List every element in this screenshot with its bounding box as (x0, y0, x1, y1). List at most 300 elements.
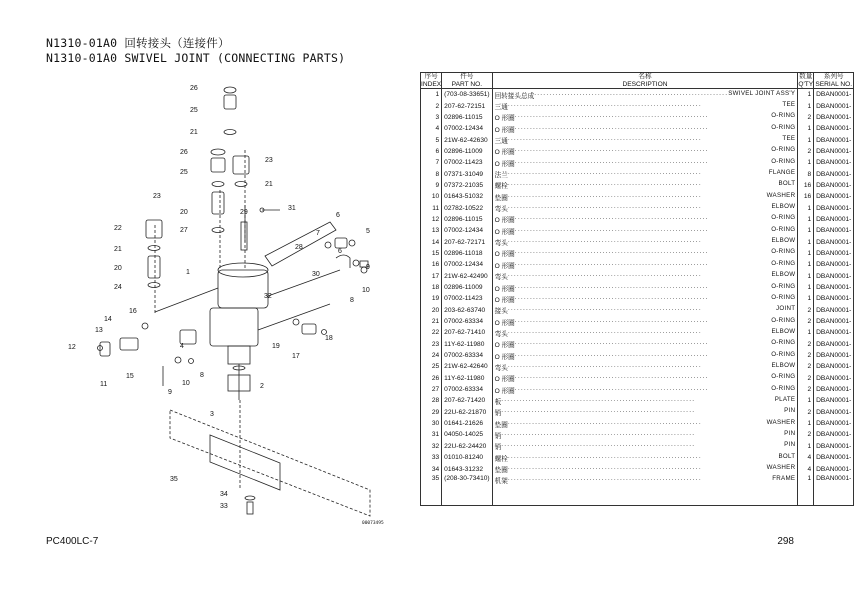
col-part-no-header: 件号 PART NO. (442, 73, 492, 89)
page-number: 298 (777, 536, 794, 547)
callout-22: 22 (114, 225, 122, 232)
callout-1: 1 (186, 269, 190, 276)
cell-part-no: 207-62-71410 (442, 327, 492, 338)
description-english: O-RING (771, 373, 796, 381)
leader-dots: ................................................................ (507, 180, 702, 188)
callout-26b: 26 (180, 149, 188, 156)
description-english: O-RING (771, 123, 796, 131)
cell-index: 7 (421, 157, 442, 168)
cell-serial: DBAN0001- (814, 339, 854, 350)
cell-description (492, 407, 798, 418)
description-chinese: O 形圈 (494, 251, 515, 259)
leader-dots: ................................................................ (507, 271, 702, 279)
cell-index: 17 (421, 271, 442, 282)
callout-3: 3 (210, 411, 214, 418)
swivel-joint-neck (228, 346, 250, 364)
description-chinese: 弯头 (494, 330, 508, 338)
cell-description (492, 429, 798, 440)
description-english: ELBOW (771, 203, 796, 211)
cell-description (492, 168, 798, 179)
cell-index: 27 (421, 384, 442, 395)
callout-2: 2 (260, 383, 264, 390)
cell-index: 22 (421, 327, 442, 338)
cell-qty: 1 (798, 157, 814, 168)
callout-23b: 23 (153, 193, 161, 200)
description-chinese: O 形圈 (494, 353, 515, 361)
cell-index: 29 (421, 407, 442, 418)
parts-list-table (420, 72, 854, 506)
leader-dots: ................................................................ (514, 146, 709, 154)
cell-description (492, 180, 798, 191)
leader-dots: ................................................................ (514, 259, 709, 267)
callout-28: 28 (295, 244, 303, 251)
leader-dots: ................................................................ (514, 384, 709, 392)
cell-index: 24 (421, 350, 442, 361)
col-description-header: 名称 DESCRIPTION (492, 73, 798, 89)
table-row (421, 316, 854, 327)
cell-serial: DBAN0001- (814, 146, 854, 157)
description-chinese: 机架 (494, 477, 508, 485)
leader-dots: ................................................................ (507, 327, 702, 335)
callout-30: 30 (312, 271, 320, 278)
cell-part-no: 07002-11423 (442, 157, 492, 168)
title-english: N1310-01A0 SWIVEL JOINT (CONNECTING PARTS) (46, 51, 346, 65)
cell-description (492, 293, 798, 304)
cell-serial: DBAN0001- (814, 123, 854, 134)
description-english: PIN (784, 441, 796, 449)
cell-part-no: (703-08-33651) (442, 89, 492, 101)
description-english: FRAME (772, 474, 796, 482)
cell-serial: DBAN0001- (814, 259, 854, 270)
leader-dots: ................................................................ (534, 89, 729, 97)
table-row (421, 282, 854, 293)
cell-description (492, 452, 798, 463)
cell-index: 6 (421, 146, 442, 157)
leader-dots: ................................................................ (507, 169, 702, 177)
description-english: O-RING (771, 259, 796, 267)
cell-serial: DBAN0001- (814, 418, 854, 429)
cell-part-no: 203-62-63740 (442, 305, 492, 316)
cell-part-no: 22U-62-21870 (442, 407, 492, 418)
cell-part-no: 01641-21626 (442, 418, 492, 429)
description-english: BOLT (778, 452, 796, 460)
exploded-parts-diagram (40, 70, 410, 530)
leader-dots: ................................................................ (507, 418, 702, 426)
table-row (421, 248, 854, 259)
leader-dots: ................................................................ (501, 407, 696, 415)
callout-9: 9 (366, 264, 370, 271)
cell-index: 21 (421, 316, 442, 327)
leader-dots: ................................................................ (507, 101, 702, 109)
callout-25: 25 (190, 107, 198, 114)
description-english: TEE (782, 101, 796, 109)
cell-part-no: 01010-81240 (442, 452, 492, 463)
description-english: ELBOW (771, 361, 796, 369)
description-chinese: O 形圈 (494, 285, 515, 293)
description-chinese: 板 (494, 398, 502, 406)
cell-description (492, 282, 798, 293)
description-chinese: 法兰 (494, 172, 508, 180)
cell-qty: 2 (798, 339, 814, 350)
description-english: ELBOW (771, 271, 796, 279)
cell-qty: 1 (798, 282, 814, 293)
leader-dots: ................................................................ (507, 305, 702, 313)
cell-serial: DBAN0001- (814, 202, 854, 213)
callout-32: 32 (264, 293, 272, 300)
description-chinese: O 形圈 (494, 160, 515, 168)
cell-serial: DBAN0001- (814, 452, 854, 463)
cell-index: 11 (421, 202, 442, 213)
cell-part-no: 02896-11015 (442, 112, 492, 123)
cell-serial: DBAN0001- (814, 463, 854, 474)
leader-dots: ................................................................ (507, 135, 702, 143)
table-row (421, 134, 854, 145)
cell-description (492, 339, 798, 350)
callout-18: 18 (325, 335, 333, 342)
cell-index: 16 (421, 259, 442, 270)
cell-part-no: 07002-12434 (442, 123, 492, 134)
cell-part-no: 11Y-62-11980 (442, 373, 492, 384)
description-chinese: 弯头 (494, 240, 508, 248)
description-english: O-RING (771, 214, 796, 222)
cell-part-no: 07371-31049 (442, 168, 492, 179)
cell-description (492, 100, 798, 111)
cell-serial: DBAN0001- (814, 429, 854, 440)
cell-qty: 2 (798, 350, 814, 361)
leader-dots: ................................................................ (507, 191, 702, 199)
description-chinese: O 形圈 (494, 115, 515, 123)
swivel-joint-body (218, 270, 268, 308)
cell-part-no: 01643-51032 (442, 191, 492, 202)
cell-qty: 2 (798, 429, 814, 440)
description-english: PLATE (774, 395, 796, 403)
callout-35: 35 (170, 476, 178, 483)
table-row (421, 339, 854, 350)
leader-dots: ................................................................ (507, 474, 702, 482)
cell-index: 18 (421, 282, 442, 293)
description-english: WASHER (766, 191, 796, 199)
cell-index: 3 (421, 112, 442, 123)
leader-dots: ................................................................ (507, 361, 702, 369)
cell-serial: DBAN0001- (814, 214, 854, 225)
description-english: JOINT (775, 305, 796, 313)
description-english: PIN (784, 429, 796, 437)
cell-description (492, 475, 798, 506)
table-row (421, 441, 854, 452)
callout-12: 12 (68, 344, 76, 351)
swivel-joint-lower-body (210, 308, 258, 346)
cell-serial: DBAN0001- (814, 191, 854, 202)
cell-qty: 1 (798, 395, 814, 406)
cell-qty: 2 (798, 384, 814, 395)
description-english: ELBOW (771, 327, 796, 335)
description-english: O-RING (771, 146, 796, 154)
leader-dots: ................................................................ (514, 373, 709, 381)
title-chinese: N1310-01A0 回转接头（连接件） (46, 36, 230, 50)
cell-qty: 1 (798, 248, 814, 259)
description-english: O-RING (771, 248, 796, 256)
description-english: O-RING (771, 350, 796, 358)
col-serial-header: 系列号 SERIAL NO. (815, 73, 853, 88)
description-english: SWIVEL JOINT ASS'Y (728, 89, 796, 97)
callout-34: 34 (220, 491, 228, 498)
table-row (421, 112, 854, 123)
table-row (421, 236, 854, 247)
leader-dots: ................................................................ (501, 441, 696, 449)
cell-index: 34 (421, 463, 442, 474)
cell-serial: DBAN0001- (814, 384, 854, 395)
cell-qty: 1 (798, 259, 814, 270)
description-chinese: 垫圈 (494, 421, 508, 429)
cell-serial: DBAN0001- (814, 395, 854, 406)
cell-serial: DBAN0001- (814, 180, 854, 191)
callout-23: 23 (265, 157, 273, 164)
cell-qty: 1 (798, 418, 814, 429)
callout-4: 4 (180, 343, 184, 350)
leader-dots: ................................................................ (514, 225, 709, 233)
description-english: WASHER (766, 464, 796, 472)
cell-index: 25 (421, 361, 442, 372)
callout-29: 29 (240, 209, 248, 216)
cell-description (492, 214, 798, 225)
cell-qty: 16 (798, 180, 814, 191)
cell-index: 10 (421, 191, 442, 202)
cell-part-no: 07002-12434 (442, 259, 492, 270)
description-chinese: O 形圈 (494, 149, 515, 157)
cell-description (492, 463, 798, 474)
callout-20: 20 (180, 209, 188, 216)
callout-20b: 20 (114, 265, 122, 272)
description-chinese: 弯头 (494, 364, 508, 372)
cell-qty: 1 (798, 214, 814, 225)
cell-description (492, 350, 798, 361)
callout-9b: 9 (168, 389, 172, 396)
table-row (421, 123, 854, 134)
cell-serial: DBAN0001- (814, 271, 854, 282)
table-row (421, 202, 854, 213)
cell-qty: 1 (798, 327, 814, 338)
table-header-row (421, 73, 854, 89)
cell-description (492, 316, 798, 327)
cell-description (492, 146, 798, 157)
cell-index: 35 (421, 475, 442, 506)
callout-21: 21 (190, 129, 198, 136)
cell-part-no: 21W-62-42630 (442, 134, 492, 145)
cell-description (492, 236, 798, 247)
description-english: PIN (784, 407, 796, 415)
cell-qty: 1 (798, 89, 814, 101)
cell-description (492, 225, 798, 236)
cell-description (492, 305, 798, 316)
cell-qty: 1 (798, 202, 814, 213)
leader-dots: ................................................................ (514, 293, 709, 301)
cell-part-no: 11Y-62-11980 (442, 339, 492, 350)
description-chinese: O 形圈 (494, 217, 515, 225)
cell-index: 2 (421, 100, 442, 111)
description-chinese: 弯头 (494, 274, 508, 282)
description-chinese: 接头 (494, 308, 508, 316)
cell-serial: DBAN0001- (814, 236, 854, 247)
cell-serial: DBAN0001- (814, 282, 854, 293)
description-chinese: O 形圈 (494, 228, 515, 236)
callout-11: 11 (100, 381, 108, 388)
callout-6b: 6 (338, 248, 342, 255)
description-chinese: 三通 (494, 138, 508, 146)
description-chinese: O 形圈 (494, 262, 515, 270)
leader-dots: ................................................................ (501, 429, 696, 437)
description-english: O-RING (771, 157, 796, 165)
table-row (421, 373, 854, 384)
cell-part-no: 07002-63334 (442, 350, 492, 361)
table-row (421, 259, 854, 270)
leader-dots: ................................................................ (514, 316, 709, 324)
cell-index: 8 (421, 168, 442, 179)
description-english: O-RING (771, 339, 796, 347)
cell-part-no: 04050-14025 (442, 429, 492, 440)
cell-qty: 2 (798, 146, 814, 157)
cell-description (492, 327, 798, 338)
leader-dots: ................................................................ (514, 339, 709, 347)
table-row (421, 361, 854, 372)
cell-serial: DBAN0001- (814, 361, 854, 372)
cell-qty: 1 (798, 100, 814, 111)
cell-description (492, 441, 798, 452)
cell-serial: DBAN0001- (814, 316, 854, 327)
cell-serial: DBAN0001- (814, 373, 854, 384)
cell-serial: DBAN0001- (814, 225, 854, 236)
table-row (421, 463, 854, 474)
description-chinese: 弯头 (494, 206, 508, 214)
cell-index: 9 (421, 180, 442, 191)
cell-part-no: 207-62-72151 (442, 100, 492, 111)
cell-serial: DBAN0001- (814, 305, 854, 316)
table-row (421, 293, 854, 304)
table-row (421, 100, 854, 111)
callout-6: 6 (336, 212, 340, 219)
cell-index: 23 (421, 339, 442, 350)
cell-part-no: 01643-31232 (442, 463, 492, 474)
parts-table-body (421, 89, 854, 506)
cell-index: 32 (421, 441, 442, 452)
cell-description (492, 134, 798, 145)
table-row (421, 305, 854, 316)
cell-qty: 1 (798, 236, 814, 247)
leader-dots: ................................................................ (507, 464, 702, 472)
cell-qty: 2 (798, 112, 814, 123)
callout-17: 17 (292, 353, 300, 360)
cell-qty: 1 (798, 293, 814, 304)
description-english: BOLT (778, 180, 796, 188)
callout-16: 16 (129, 308, 137, 315)
cell-part-no: 02896-11015 (442, 214, 492, 225)
cell-part-no: 02896-11009 (442, 282, 492, 293)
cell-serial: DBAN0001- (814, 134, 854, 145)
cell-qty: 1 (798, 123, 814, 134)
cell-qty: 4 (798, 452, 814, 463)
cell-index: 5 (421, 134, 442, 145)
description-chinese: 销 (494, 432, 502, 440)
table-row (421, 271, 854, 282)
table-row (421, 418, 854, 429)
cell-description (492, 157, 798, 168)
cell-index: 28 (421, 395, 442, 406)
leader-dots: ................................................................ (514, 123, 709, 131)
cell-qty: 2 (798, 361, 814, 372)
cell-part-no: 07372-21035 (442, 180, 492, 191)
description-chinese: O 形圈 (494, 376, 515, 384)
cell-qty: 2 (798, 373, 814, 384)
callout-13: 13 (95, 327, 103, 334)
callout-10: 10 (362, 287, 370, 294)
description-english: FLANGE (768, 169, 796, 177)
description-english: WASHER (766, 418, 796, 426)
cell-serial: DBAN0001- (814, 327, 854, 338)
parts-illustration (40, 70, 410, 530)
table-row (421, 395, 854, 406)
cell-serial: DBAN0001- (814, 293, 854, 304)
table-row (421, 180, 854, 191)
description-chinese: 销 (494, 410, 502, 418)
cell-part-no: 02896-11018 (442, 248, 492, 259)
cell-description (492, 259, 798, 270)
callout-21b: 21 (265, 181, 273, 188)
cell-part-no: 07002-12434 (442, 225, 492, 236)
leader-dots: ................................................................ (514, 282, 709, 290)
cell-index: 31 (421, 429, 442, 440)
table-row (421, 157, 854, 168)
table-row (421, 214, 854, 225)
leader-dots: ................................................................ (514, 112, 709, 120)
description-chinese: 垫圈 (494, 467, 508, 475)
table-row (421, 350, 854, 361)
cell-serial: DBAN0001- (814, 350, 854, 361)
cell-qty: 1 (798, 441, 814, 452)
cell-index: 1 (421, 89, 442, 101)
cell-qty: 1 (798, 225, 814, 236)
cell-part-no: 02782-10522 (442, 202, 492, 213)
description-chinese: O 形圈 (494, 387, 515, 395)
callout-27: 27 (180, 227, 188, 234)
description-english: O-RING (771, 282, 796, 290)
callout-31: 31 (288, 205, 296, 212)
description-chinese: O 形圈 (494, 126, 515, 134)
leader-dots: ................................................................ (514, 157, 709, 165)
table-row (421, 452, 854, 463)
cell-qty: 4 (798, 463, 814, 474)
col-qty-header: 数量 Q'TY (798, 73, 814, 88)
description-chinese: O 形圈 (494, 342, 515, 350)
table-row (421, 429, 854, 440)
cell-index: 12 (421, 214, 442, 225)
cell-index: 15 (421, 248, 442, 259)
cell-index: 20 (421, 305, 442, 316)
description-chinese: 回转接头总成 (494, 92, 535, 100)
cell-index: 19 (421, 293, 442, 304)
cell-description (492, 89, 798, 101)
cell-serial: DBAN0001- (814, 168, 854, 179)
cell-part-no: 21W-62-42490 (442, 271, 492, 282)
cell-description (492, 271, 798, 282)
cell-description (492, 202, 798, 213)
cell-part-no: 207-62-72171 (442, 236, 492, 247)
cell-serial: DBAN0001- (814, 441, 854, 452)
callout-7: 7 (316, 230, 320, 237)
cell-part-no: (208-30-73410) (442, 475, 492, 506)
cell-serial: DBAN0001- (814, 248, 854, 259)
cell-index: 26 (421, 373, 442, 384)
cell-index: 13 (421, 225, 442, 236)
cell-part-no: 207-62-71420 (442, 395, 492, 406)
